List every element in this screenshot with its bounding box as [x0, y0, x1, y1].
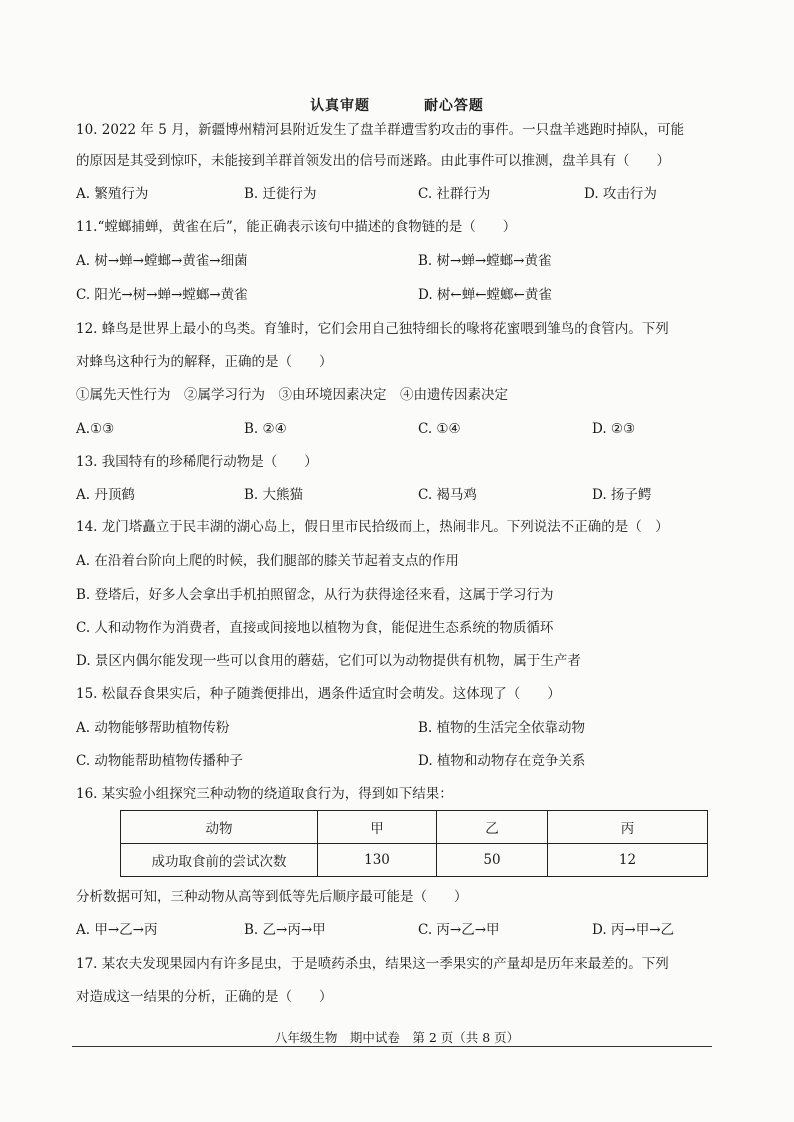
page-header — [0, 95, 794, 115]
q15-option-c: C. 动物能帮助植物传播种子 — [76, 753, 243, 769]
header-right: 耐心答题 — [423, 98, 484, 114]
q10-line2: 的原因是其受到惊吓，未能接到羊群首领发出的信号而迷路。由此事件可以推测，盘羊具有（ ） — [76, 153, 670, 169]
q10-line1: 10. 2022 年 5 月，新疆博州精河县附近发生了盘羊群遭雪豹攻击的事件。一只盘羊逃跑时掉队，可能 — [76, 122, 685, 138]
q10-option-b: B. 迁徙行为 — [244, 186, 317, 202]
q12-line2: 对蜂鸟这种行为的解释，正确的是（ ） — [76, 354, 333, 370]
q12-line3: ①属先天性行为 ②属学习行为 ③由环境因素决定 ④由遗传因素决定 — [76, 387, 508, 403]
footer-divider — [72, 1046, 712, 1047]
q12-option-b: B. ②④ — [244, 421, 287, 437]
q14-option-c: C. 人和动物作为消费者，直接或间接地以植物为食，能促进生态系统的物质循环 — [76, 620, 554, 636]
q13-option-b: B. 大熊猫 — [244, 487, 304, 503]
q11-option-a: A. 树→蝉→螳螂→黄雀→细菌 — [76, 253, 248, 269]
q11-option-b: B. 树→蝉→螳螂→黄雀 — [418, 253, 552, 269]
table-header-cell: 甲 — [318, 811, 437, 844]
q11-option-c: C. 阳光→树→蝉→螳螂→黄雀 — [76, 287, 248, 303]
q11-option-d: D. 树←蝉←螳螂←黄雀 — [418, 287, 552, 303]
q13-option-a: A. 丹顶鹤 — [76, 487, 135, 503]
table-header-cell: 动物 — [121, 811, 318, 844]
results-table — [120, 810, 708, 877]
q12-option-d: D. ②③ — [592, 421, 636, 437]
table-cell: 成功取食前的尝试次数 — [121, 844, 318, 877]
q13-line1: 13. 我国特有的珍稀爬行动物是（ ） — [76, 454, 318, 470]
table-cell: 12 — [548, 844, 708, 877]
q12-line1: 12. 蜂鸟是世界上最小的鸟类。育雏时，它们会用自己独特细长的喙将花蜜喂到雏鸟的食管内。下列 — [76, 321, 669, 337]
q14-option-a: A. 在沿着台阶向上爬的时候，我们腿部的膝关节起着支点的作用 — [76, 553, 459, 569]
table-header-cell: 丙 — [548, 811, 708, 844]
table-cell: 130 — [318, 844, 437, 877]
q11-line1: 11.“螳螂捕蝉，黄雀在后”，能正确表示该句中描述的食物链的是（ ） — [76, 219, 517, 235]
q14-line1: 14. 龙门塔矗立于民丰湖的湖心岛上，假日里市民拾级而上，热闹非凡。下列说法不正确的是（ ） — [76, 519, 669, 535]
q15-option-b: B. 植物的生活完全依靠动物 — [418, 720, 586, 736]
q10-option-d: D. 攻击行为 — [584, 186, 657, 202]
table-header-cell: 乙 — [437, 811, 548, 844]
q12-option-a: A.①③ — [76, 421, 115, 437]
table-header-row — [121, 811, 708, 844]
table-row — [121, 844, 708, 877]
q14-option-b: B. 登塔后，好多人会拿出手机拍照留念，从行为获得途径来看，这属于学习行为 — [76, 587, 554, 603]
q16-option-a: A. 甲→乙→丙 — [76, 922, 158, 938]
q16-option-c: C. 丙→乙→甲 — [418, 922, 500, 938]
q13-option-d: D. 扬子鳄 — [592, 487, 652, 503]
header-left: 认真审题 — [310, 98, 371, 114]
page-footer: 八年级生物 期中试卷 第 2 页（共 8 页） — [274, 1030, 520, 1045]
q14-option-d: D. 景区内偶尔能发现一些可以食用的蘑菇，它们可以为动物提供有机物，属于生产者 — [76, 653, 581, 669]
q16-line1: 16. 某实验小组探究三种动物的绕道取食行为，得到如下结果： — [76, 786, 453, 802]
q10-option-a: A. 繁殖行为 — [76, 186, 149, 202]
q15-option-d: D. 植物和动物存在竞争关系 — [418, 753, 586, 769]
q17-line2: 对造成这一结果的分析，正确的是（ ） — [76, 989, 333, 1005]
q10-option-c: C. 社群行为 — [418, 186, 491, 202]
table-cell: 50 — [437, 844, 548, 877]
q16-option-d: D. 丙→甲→乙 — [592, 922, 675, 938]
q17-line1: 17. 某农夫发现果园内有许多昆虫，于是喷药杀虫，结果这一季果实的产量却是历年来最差的。下列 — [76, 956, 669, 972]
q13-option-c: C. 褐马鸡 — [418, 487, 477, 503]
q15-line1: 15. 松鼠吞食果实后，种子随粪便排出，遇条件适宜时会萌发。这体现了（ ） — [76, 686, 561, 702]
q12-option-c: C. ①④ — [418, 421, 461, 437]
q15-option-a: A. 动物能够帮助植物传粉 — [76, 720, 230, 736]
q16-option-b: B. 乙→丙→甲 — [244, 922, 326, 938]
q16-line2: 分析数据可知，三种动物从高等到低等先后顺序最可能是（ ） — [76, 889, 468, 905]
